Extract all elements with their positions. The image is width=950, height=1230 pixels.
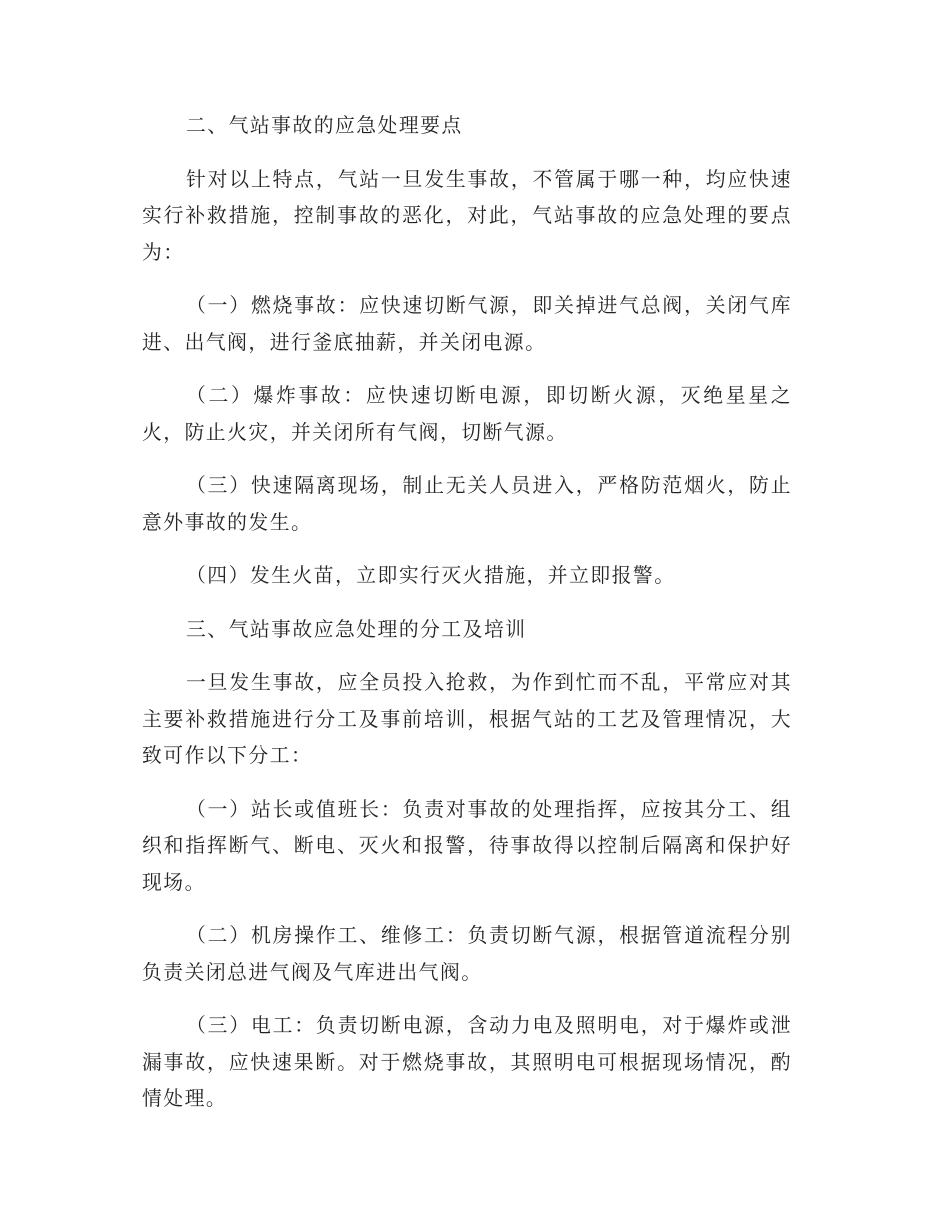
paragraph-item-2: （二）爆炸事故：应快速切断电源，即切断火源，灭绝星星之火，防止火灾，并关闭所有气阀，切断气源。 (142, 384, 792, 444)
section-heading-3: 三、气站事故应急处理的分工及培训 (186, 617, 527, 641)
paragraph-role-2: （二）机房操作工、维修工：负责切断气源，根据管道流程分别负责关闭总进气阀及气库进出气阀。 (142, 924, 792, 984)
section-heading-2: 二、气站事故的应急处理要点 (186, 114, 463, 137)
paragraph-role-1: （一）站长或值班长：负责对事故的处理指挥，应按其分工、组织和指挥断气、断电、灭火和报警，待事故得以控制后隔离和保护好现场。 (142, 797, 792, 894)
paragraph-division-intro: 一旦发生事故，应全员投入抢救，为作到忙而不乱，平常应对其主要补救措施进行分工及事前培训，根据气站的工艺及管理情况，大致可作以下分工： (142, 671, 792, 767)
paragraph-role-3: （三）电工：负责切断电源，含动力电及照明电，对于爆炸或泄漏事故，应快速果断。对于燃烧事故，其照明电可根据现场情况，酌情处理。 (142, 1014, 792, 1110)
document-body (142, 108, 792, 1118)
paragraph-item-4: （四）发生火苗，立即实行灭火措施，并立即报警。 (186, 564, 676, 587)
paragraph-item-1: （一）燃烧事故：应快速切断气源，即关掉进气总阀，关闭气库进、出气阀，进行釜底抽薪，并关闭电源。 (142, 294, 792, 354)
paragraph-item-3: （三）快速隔离现场，制止无关人员进入，严格防范烟火，防止意外事故的发生。 (142, 474, 792, 534)
paragraph-intro: 针对以上特点，气站一旦发生事故，不管属于哪一种，均应快速实行补救措施，控制事故的恶化，对此，气站事故的应急处理的要点为： (142, 167, 792, 264)
